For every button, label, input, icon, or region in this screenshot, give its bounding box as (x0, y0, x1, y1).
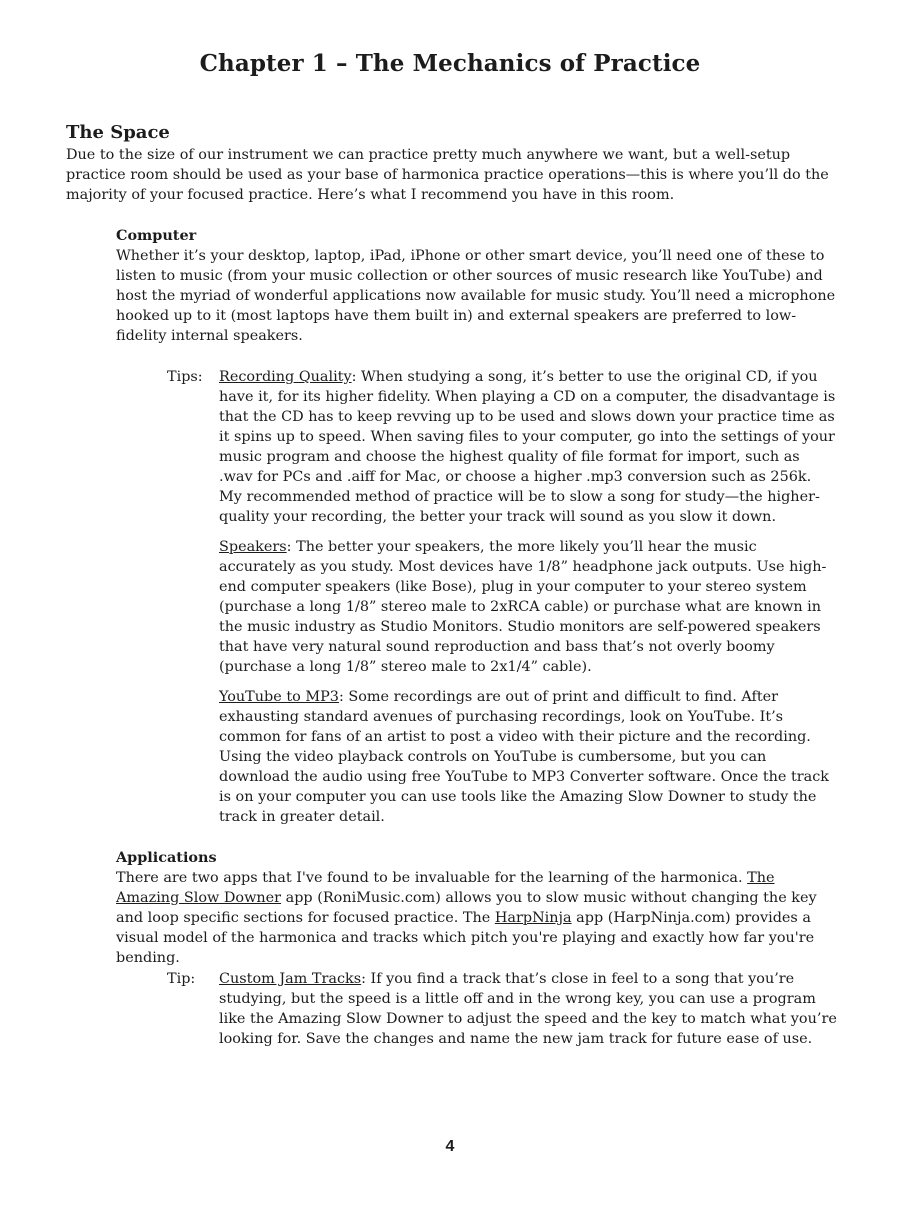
tip-recording-quality (219, 367, 837, 527)
tip-youtube-to-mp3-text: : Some recordings are out of print and difficult to find. After exhausting standard avenues of purchasing recordings, look on YouTube. It’s common for fans of an artist to post a video with their picture and the recording. Using the video playback controls on YouTube is cumbersome, but you can download the audio using free YouTube to MP3 Converter software. Once the track is on your computer you can use tools like the Amazing Slow Downer to study the track in greater detail. (219, 689, 829, 825)
tip-label: Tip: (167, 971, 196, 987)
section-heading: The Space (66, 122, 170, 143)
tip-youtube-to-mp3-title: YouTube to MP3 (219, 689, 339, 705)
custom-jam-tracks-tip (167, 969, 837, 1059)
computer-paragraph: Whether it’s your desktop, laptop, iPad, iPhone or other smart device, you’ll need one of these to listen to music (from your music collection or other sources of music research like YouTube) and host the myriad of wonderful applications now available for music study. You’ll need a microphone hooked up to it (most laptops have them built in) and external speakers are preferred to low-fidelity internal speakers. (116, 248, 836, 344)
tip-custom-jam-tracks-text: : If you find a track that’s close in feel to a song that you’re studying, but the speed is a little off and in the wrong key, you can use a program like the Amazing Slow Downer to adjust the speed and the key to match what you’re looking for. Save the changes and name the new jam track for future ease of use. (219, 971, 837, 1047)
tip-recording-quality-text: : When studying a song, it’s better to use the original CD, if you have it, for its higher fidelity. When playing a CD on a computer, the disadvantage is that the CD has to keep revving up to be used and slows down your practice time as it spins up to speed. When saving files to your computer, go into the settings of your music program and choose the highest quality of file format for import, such as .wav for PCs and .aiff for Mac, or choose a higher .mp3 conversion such as 256k. My recommended method of practice will be to slow a song for study—the higher-quality your recording, the better your track will sound as you slow it down. (219, 369, 836, 525)
harpninja-link: HarpNinja (494, 910, 572, 926)
tip-speakers-title: Speakers (219, 539, 287, 555)
tip-speakers (219, 537, 837, 677)
applications-text-1: There are two apps that I've found to be invaluable for the learning of the harmonica. (116, 870, 748, 886)
chapter-title: Chapter 1 – The Mechanics of Practice (199, 50, 701, 77)
tips-label: Tips: (167, 369, 203, 385)
amazing-slow-downer-link: The Amazing Slow Downer (116, 870, 775, 906)
tip-custom-jam-tracks (219, 969, 837, 1049)
computer-section (116, 226, 838, 346)
computer-heading: Computer (116, 227, 197, 244)
applications-text-2: app (RoniMusic.com) allows you to slow music without changing the key and loop specific sections for focused practice. The (116, 890, 817, 926)
tip-youtube-to-mp3 (219, 687, 837, 827)
applications-text-3: app (HarpNinja.com) provides a visual model of the harmonica and tracks which pitch you're playing and exactly how far you're bending. (116, 910, 815, 966)
applications-heading: Applications (116, 849, 217, 866)
tip-speakers-text: : The better your speakers, the more likely you’ll hear the music accurately as you study. Most devices have 1/8” headphone jack outputs. Use high-end computer speakers (like Bose), plug in your computer to your stereo system (purchase a long 1/8” stereo male to 2xRCA cable) or purchase what are known in the music industry as Studio Monitors. Studio monitors are self-powered speakers that have very natural sound reproduction and bass that’s not overly boomy (purchase a long 1/8” stereo male to 2x1/4” cable). (219, 539, 827, 675)
intro-paragraph: Due to the size of our instrument we can practice pretty much anywhere we want, but a well-setup practice room should be used as your base of harmonica practice operations—this is where you’ll do the majority of your focused practice. Here’s what I recommend you have in this room. (66, 147, 829, 203)
applications-section (116, 848, 838, 968)
tip-recording-quality-title: Recording Quality (219, 369, 352, 385)
page-number: 4 (445, 1138, 455, 1155)
tip-custom-jam-tracks-title: Custom Jam Tracks (219, 971, 362, 987)
tips-section (167, 367, 837, 837)
